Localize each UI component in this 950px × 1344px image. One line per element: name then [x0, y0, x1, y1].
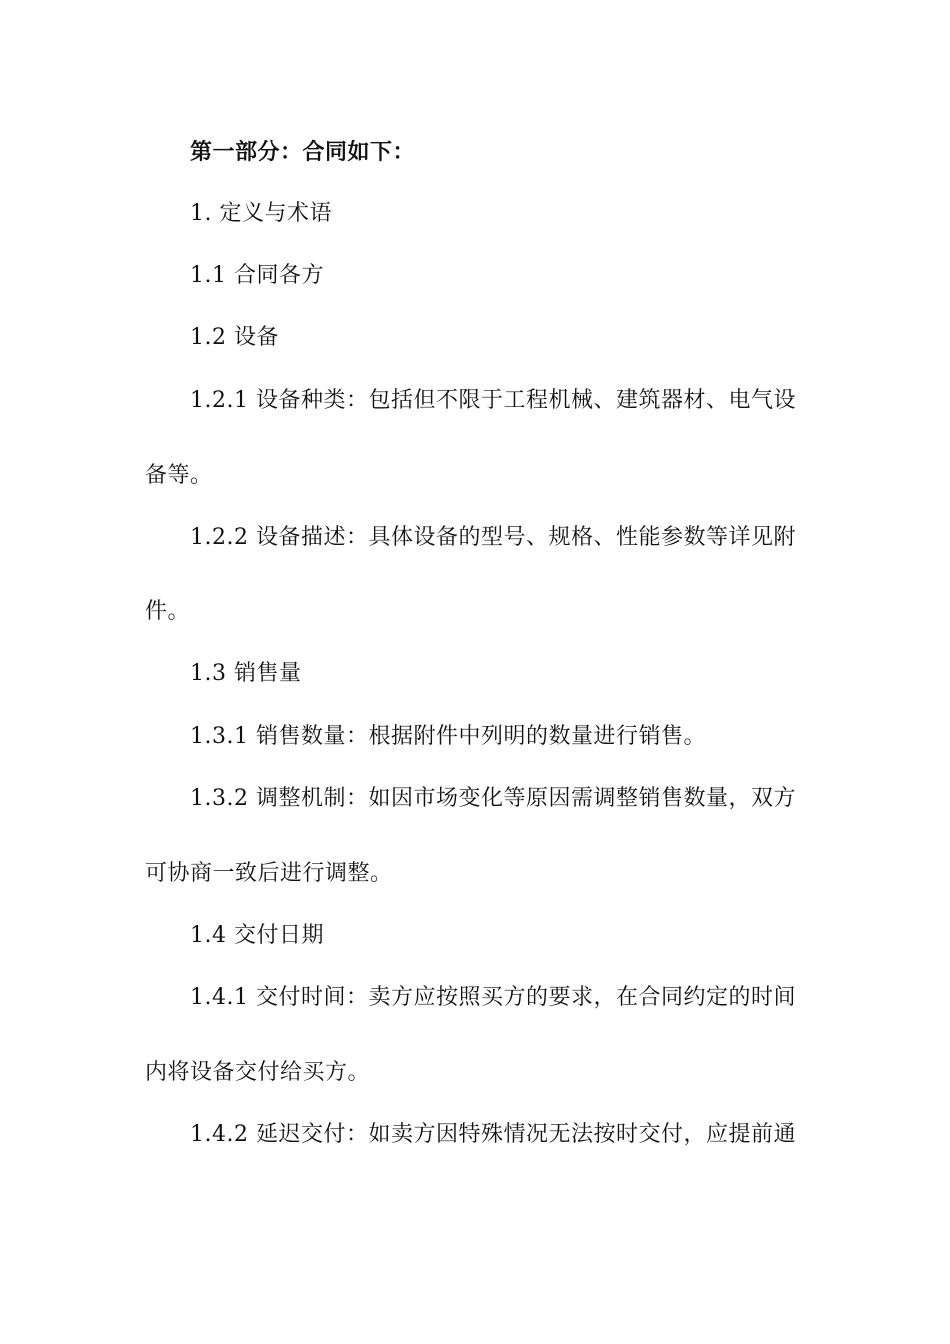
- clause-1-2-1: 1.2.1 设备种类：包括但不限于工程机械、建筑器材、电气设: [190, 388, 796, 413]
- section-heading: 第一部分：合同如下：: [190, 139, 416, 165]
- clause-1-2-2: 1.2.2 设备描述：具体设备的型号、规格、性能参数等详见附: [190, 525, 796, 550]
- clause-1-3-2: 1.3.2 调整机制：如因市场变化等原因需调整销售数量，双方: [190, 786, 796, 811]
- clause-1-4-1-continued: 内将设备交付给买方。: [145, 1060, 371, 1085]
- clause-1-3-1: 1.3.1 销售数量：根据附件中列明的数量进行销售。: [190, 724, 706, 749]
- clause-1-1: 1.1 合同各方: [190, 263, 324, 288]
- clause-1: 1. 定义与术语: [190, 201, 332, 226]
- clause-1-3: 1.3 销售量: [190, 661, 302, 686]
- clause-1-2-2-continued: 件。: [145, 599, 191, 624]
- clause-1-2-1-continued: 备等。: [145, 463, 213, 488]
- clause-1-4-1: 1.4.1 交付时间：卖方应按照买方的要求，在合同约定的时间: [190, 985, 796, 1010]
- clause-1-4-2: 1.4.2 延迟交付：如卖方因特殊情况无法按时交付，应提前通: [190, 1122, 796, 1147]
- clause-1-4: 1.4 交付日期: [190, 923, 324, 948]
- clause-1-2: 1.2 设备: [190, 325, 279, 350]
- clause-1-3-2-continued: 可协商一致后进行调整。: [145, 861, 393, 886]
